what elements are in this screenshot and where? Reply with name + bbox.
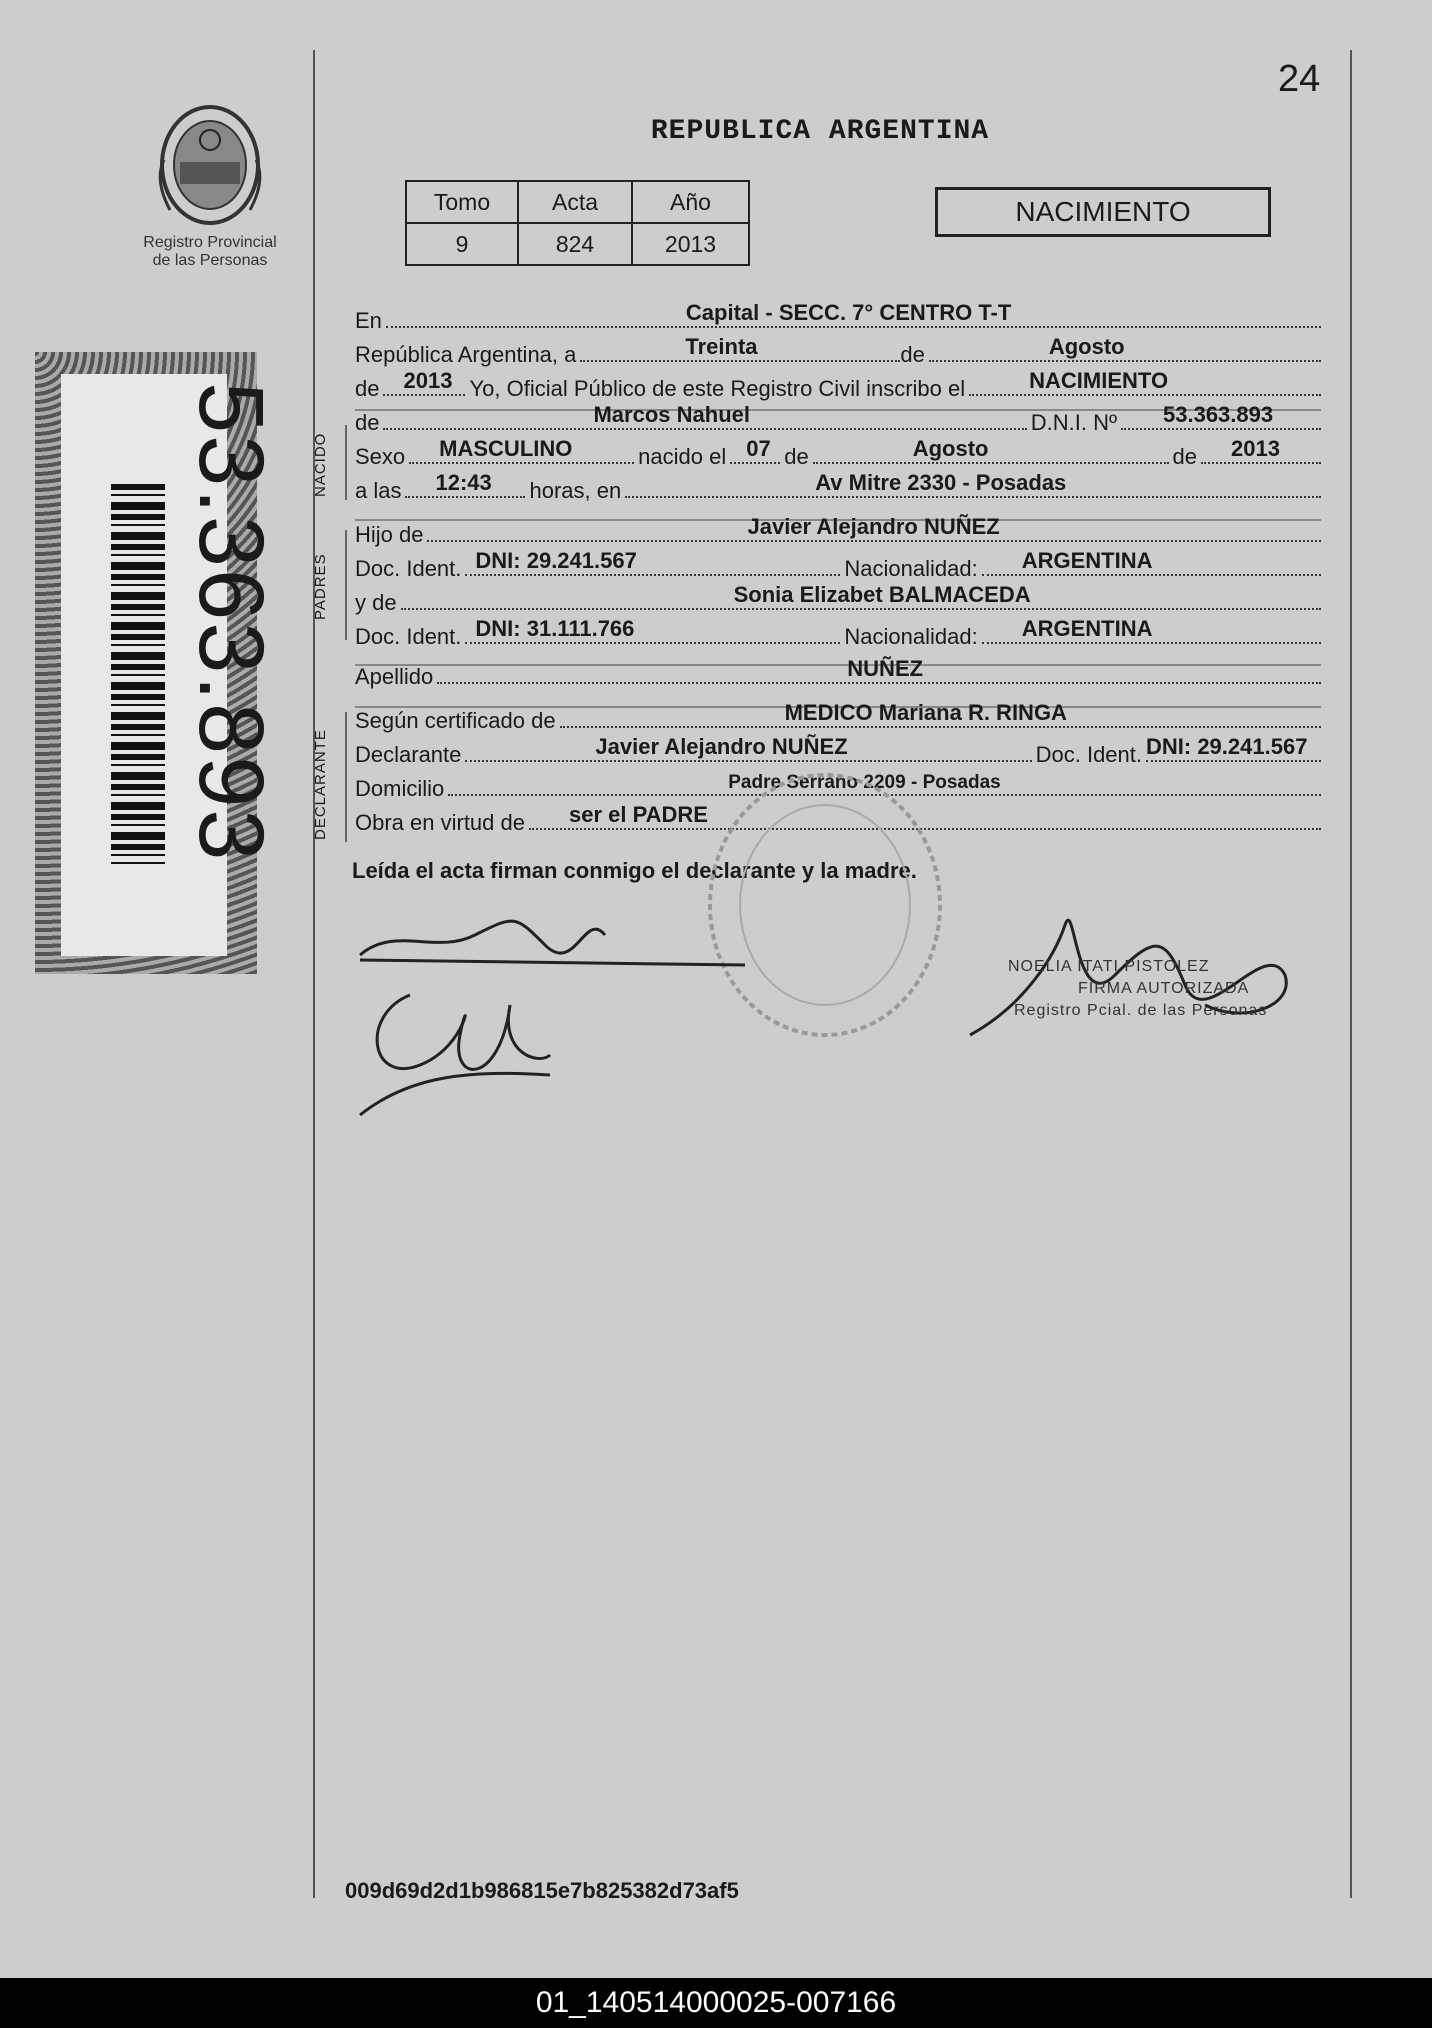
- label-dni: D.N.I. Nº: [1030, 410, 1117, 435]
- value-segun: MEDICO Mariana R. RINGA: [784, 700, 1067, 725]
- fill-lugar: [625, 470, 1321, 498]
- fill-madre: [401, 582, 1321, 610]
- fill-padre: [427, 514, 1321, 542]
- province-seal-icon: [150, 100, 270, 230]
- fill-decl-doc: [1146, 734, 1321, 762]
- row-inscribo: [355, 368, 1321, 402]
- row-fecha: [355, 334, 1321, 368]
- table-value-tomo: 9: [406, 223, 518, 265]
- fill-nombre: [383, 402, 1026, 430]
- seal-caption-line1: Registro Provincial: [143, 234, 277, 251]
- value-hora: 12:43: [435, 470, 492, 495]
- fill-padre-nac: [982, 548, 1321, 576]
- fill-dia: [580, 334, 900, 362]
- value-decl-doc: DNI: 29.241.567: [1146, 734, 1308, 759]
- fill-madre-doc: [465, 616, 840, 644]
- value-padre-doc: DNI: 29.241.567: [475, 548, 637, 573]
- fill-dni: [1121, 402, 1321, 430]
- table-value-acta: 824: [518, 223, 632, 265]
- label-de-mes: de: [900, 342, 925, 367]
- authority-title: FIRMA AUTORIZADA: [1078, 980, 1250, 997]
- label-padre-nac: Nacionalidad:: [844, 556, 978, 581]
- label-madre-nac: Nacionalidad:: [844, 624, 978, 649]
- label-hijo-de: Hijo de: [355, 522, 424, 547]
- value-domicilio: Padre Serrano 2209 - Posadas: [728, 772, 1001, 793]
- value-inscribo: NACIMIENTO: [1029, 368, 1169, 393]
- value-obra: ser el PADRE: [568, 802, 708, 827]
- mother-signature-icon: [350, 975, 560, 1125]
- value-nac-dia: 07: [746, 436, 771, 461]
- value-madre: Sonia Elizabet BALMACEDA: [733, 582, 1031, 607]
- fill-hora: [405, 470, 525, 498]
- closing-statement: Leída el acta firman conmigo el declarante y la madre.: [352, 858, 917, 883]
- section-line-nacido: [345, 425, 347, 500]
- fill-declarante: [465, 734, 1031, 762]
- fill-apellido: [437, 656, 1321, 684]
- fill-nac-mes: [813, 436, 1169, 464]
- barcode-panel: [35, 352, 282, 974]
- seal-caption: [130, 234, 290, 270]
- section-label-declarante: DECLARANTE: [312, 729, 329, 840]
- fill-mes: [929, 334, 1321, 362]
- row-madre: [355, 582, 1321, 616]
- value-nombre: Marcos Nahuel: [593, 402, 750, 427]
- document-title: REPUBLICA ARGENTINA: [650, 116, 990, 147]
- fill-nac-anio: [1201, 436, 1321, 464]
- label-apellido: Apellido: [355, 664, 434, 689]
- value-declarante: Javier Alejandro NUÑEZ: [595, 734, 848, 759]
- declarant-signature-icon: [355, 905, 755, 975]
- row-declarante: [355, 734, 1321, 768]
- label-padre-doc: Doc. Ident.: [355, 556, 462, 581]
- authority-block: [1008, 956, 1267, 1022]
- value-anio: 2013: [403, 368, 453, 393]
- barcode-bars: [111, 484, 165, 864]
- fill-en: [386, 300, 1321, 328]
- fill-nac-dia: [730, 436, 780, 464]
- label-nacido-el: nacido el: [638, 444, 727, 469]
- label-de-nombre: de: [355, 410, 380, 435]
- row-nombre: [355, 402, 1321, 436]
- value-padre: Javier Alejandro NUÑEZ: [747, 514, 1000, 539]
- section-line-declarante: [345, 712, 347, 842]
- section-label-nacido: NACIDO: [312, 432, 329, 497]
- label-y-de: y de: [355, 590, 397, 615]
- value-dia: Treinta: [685, 334, 758, 359]
- table-header-anio: Año: [632, 181, 749, 223]
- fill-segun: [560, 700, 1321, 728]
- value-madre-doc: DNI: 31.111.766: [475, 616, 635, 641]
- label-nac-de2: de: [1172, 444, 1197, 469]
- label-republica: República Argentina, a: [355, 342, 577, 367]
- margin-line-left: [313, 50, 315, 1898]
- seal-caption-line2: de las Personas: [152, 252, 268, 269]
- record-fields: [355, 300, 1321, 836]
- value-lugar: Av Mitre 2330 - Posadas: [815, 470, 1067, 495]
- row-madre-doc: [355, 616, 1321, 650]
- authority-name: NOELIA ITATI PISTOLEZ: [1008, 958, 1210, 975]
- label-obra: Obra en virtud de: [355, 810, 525, 835]
- page-number: 24: [1278, 58, 1321, 100]
- spacer: [355, 690, 1321, 700]
- row-en: [355, 300, 1321, 334]
- value-en: Capital - SECC. 7° CENTRO T-T: [685, 300, 1012, 325]
- fill-madre-nac: [982, 616, 1321, 644]
- label-madre-doc: Doc. Ident.: [355, 624, 462, 649]
- label-horas-en: horas, en: [529, 478, 622, 503]
- row-segun: [355, 700, 1321, 734]
- file-id-bar: 01_140514000025-007166: [0, 1978, 1432, 2028]
- tomo-acta-anio-table: [405, 180, 750, 266]
- value-nac-mes: Agosto: [912, 436, 989, 461]
- value-padre-nac: ARGENTINA: [1021, 548, 1153, 573]
- value-apellido: NUÑEZ: [847, 656, 924, 681]
- record-type-box: NACIMIENTO: [935, 187, 1271, 237]
- fill-inscribo: [969, 368, 1321, 396]
- fill-padre-doc: [465, 548, 840, 576]
- text-inscribo: Yo, Oficial Público de este Registro Civil inscribo el: [469, 376, 966, 401]
- row-padre: [355, 514, 1321, 548]
- label-a-las: a las: [355, 478, 402, 503]
- label-de-anio: de: [355, 376, 380, 401]
- fill-sexo: [409, 436, 634, 464]
- value-sexo: MASCULINO: [439, 436, 573, 461]
- fill-anio: [383, 368, 465, 396]
- table-header-acta: Acta: [518, 181, 632, 223]
- label-sexo: Sexo: [355, 444, 406, 469]
- barcode-number: 53.363.893: [180, 382, 282, 863]
- section-label-padres: PADRES: [312, 553, 329, 620]
- label-en: En: [355, 308, 382, 333]
- table-value-anio: 2013: [632, 223, 749, 265]
- label-declarante: Declarante: [355, 742, 462, 767]
- row-hora: [355, 470, 1321, 504]
- label-nac-de: de: [784, 444, 809, 469]
- document-hash: 009d69d2d1b986815e7b825382d73af5: [345, 1878, 739, 1903]
- row-padre-doc: [355, 548, 1321, 582]
- margin-line-right: [1350, 50, 1352, 1898]
- label-segun: Según certificado de: [355, 708, 556, 733]
- row-apellido: [355, 656, 1321, 690]
- value-mes: Agosto: [1048, 334, 1125, 359]
- spacer: [355, 504, 1321, 514]
- label-domicilio: Domicilio: [355, 776, 445, 801]
- table-header-tomo: Tomo: [406, 181, 518, 223]
- row-sexo: [355, 436, 1321, 470]
- value-madre-nac: ARGENTINA: [1021, 616, 1153, 641]
- authority-office: Registro Pcial. de las Personas: [1014, 1002, 1268, 1019]
- value-nac-anio: 2013: [1231, 436, 1280, 461]
- section-line-padres: [345, 530, 347, 640]
- label-decl-doc: Doc. Ident.: [1035, 742, 1142, 767]
- value-dni: 53.363.893: [1163, 402, 1274, 427]
- barcode-label: [61, 374, 282, 956]
